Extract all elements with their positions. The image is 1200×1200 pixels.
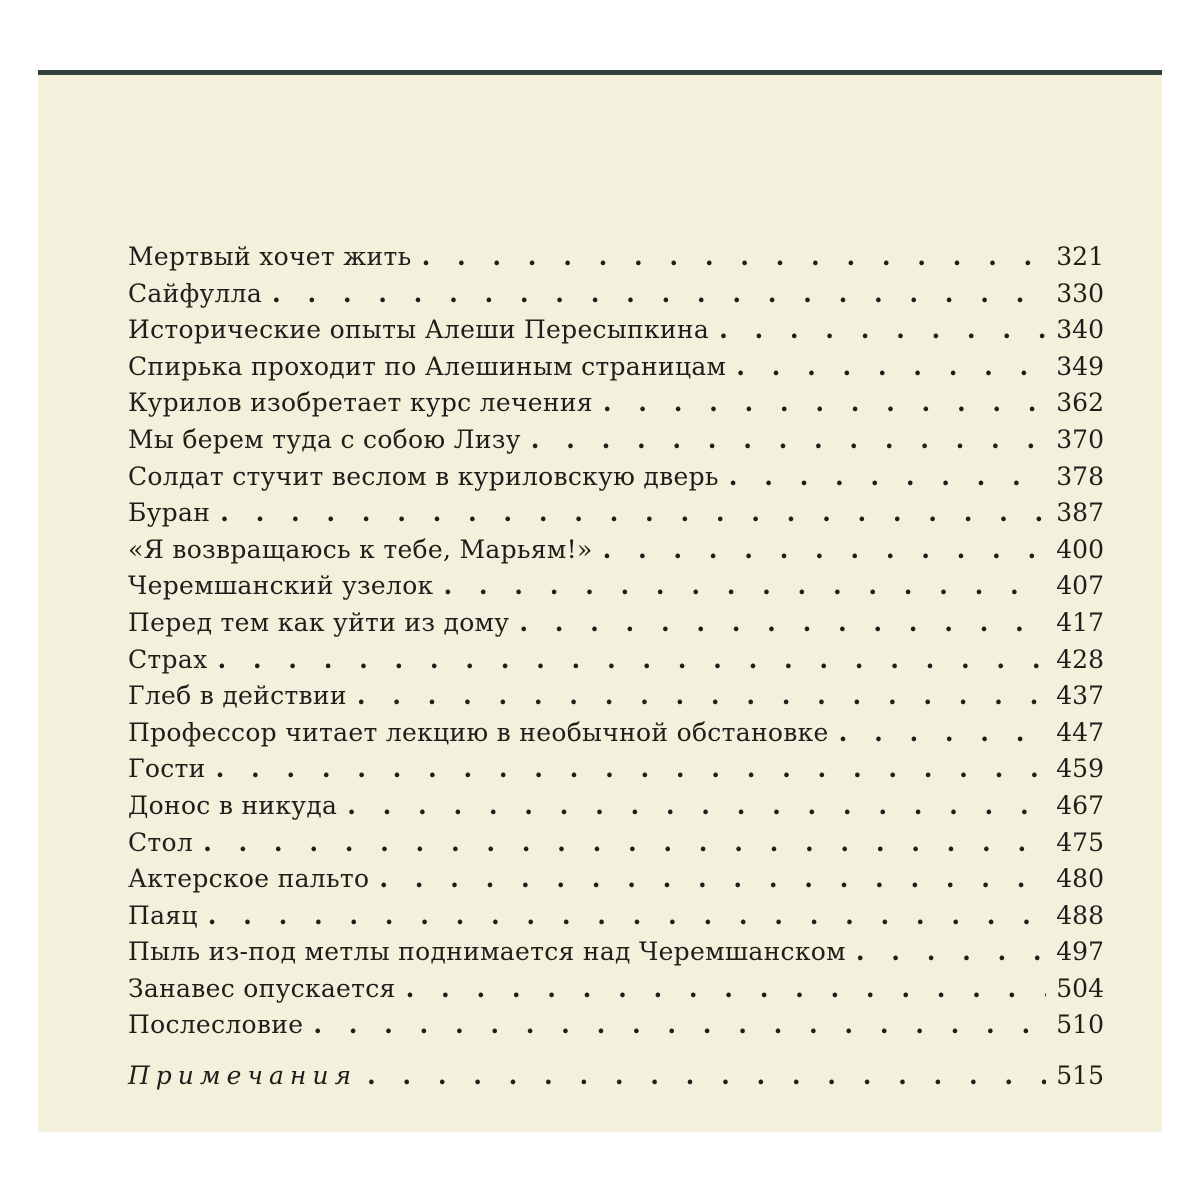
toc-entry [128, 898, 1104, 935]
toc-entry-title: Солдат стучит веслом в куриловскую дверь [128, 461, 719, 491]
toc-entry-title: Черемшанский узелок [128, 571, 434, 601]
toc-entry-title: Донос в никуда [128, 790, 338, 820]
toc-entry-page: 400 [1056, 534, 1104, 564]
toc-entry [128, 459, 1104, 496]
toc-entry-page: 362 [1056, 388, 1104, 418]
toc-entry [128, 1007, 1104, 1044]
toc-entry-page: 321 [1056, 242, 1104, 271]
toc-entry-page: 467 [1056, 790, 1104, 820]
dot-leader [729, 459, 1046, 496]
toc-entry [128, 825, 1104, 862]
toc-entry [128, 349, 1104, 386]
dot-leader [313, 1007, 1046, 1044]
toc-entry-title: Гости [128, 754, 206, 784]
toc-entry-page: 497 [1056, 937, 1104, 967]
toc-entry [128, 934, 1104, 971]
toc-entry-title: Примечания [128, 1061, 358, 1091]
toc-entry [128, 385, 1104, 422]
toc-entry [128, 312, 1104, 349]
toc-entry-page: 349 [1056, 351, 1104, 381]
dot-leader [217, 642, 1046, 679]
toc-entry-page: 488 [1056, 900, 1104, 930]
dot-leader [603, 532, 1046, 569]
toc-entry [128, 239, 1104, 276]
dot-leader [367, 1058, 1046, 1095]
toc-entry-title: Профессор читает лекцию в необычной обстановке [128, 717, 829, 747]
toc-entry-title: Мертвый хочет жить [128, 242, 412, 271]
toc-entry-page: 480 [1056, 864, 1104, 894]
toc-entry-page: 370 [1056, 424, 1104, 454]
toc-entry-page: 340 [1056, 315, 1104, 345]
toc-entry [128, 605, 1104, 642]
toc-entry [128, 568, 1104, 605]
toc-entry-page: 437 [1056, 681, 1104, 711]
toc-entry-title: Глеб в действии [128, 681, 347, 711]
toc-entry-title: Пыль из-под метлы поднимается над Черемшанском [128, 937, 846, 967]
toc-entry [128, 751, 1104, 788]
toc-entry-title: Страх [128, 644, 208, 674]
dot-leader [203, 825, 1046, 862]
toc-entry-title: Перед тем как уйти из дому [128, 607, 510, 637]
dot-leader [856, 934, 1046, 971]
toc-entry-title: Послесловие [128, 1010, 304, 1040]
table-of-contents [128, 239, 1104, 1095]
dot-leader [519, 605, 1046, 642]
toc-entry-title: «Я возвращаюсь к тебе, Марьям!» [128, 534, 593, 564]
toc-entry-page: 330 [1056, 278, 1104, 308]
toc-entry [128, 642, 1104, 679]
toc-entry-page: 428 [1056, 644, 1104, 674]
toc-entry-title: Спирька проходит по Алешиным страницам [128, 351, 727, 381]
toc-entry [128, 971, 1104, 1008]
toc-entry-page: 475 [1056, 827, 1104, 857]
toc-entry-page: 417 [1056, 607, 1104, 637]
toc-entry-page: 447 [1056, 717, 1104, 747]
dot-leader [220, 495, 1046, 532]
toc-entry-title: Стол [128, 827, 194, 857]
dot-leader [736, 349, 1046, 386]
toc-entry-page: 378 [1056, 461, 1104, 491]
toc-entry-page: 387 [1056, 498, 1104, 528]
dot-leader [357, 678, 1046, 715]
toc-entry-title: Курилов изобретает курс лечения [128, 388, 593, 418]
dot-leader [347, 788, 1046, 825]
book-page [38, 70, 1162, 1132]
dot-leader [531, 422, 1046, 459]
toc-entry-title: Мы берем туда с собою Лизу [128, 424, 521, 454]
toc-entry [128, 532, 1104, 569]
dot-leader [272, 276, 1046, 313]
toc-entry-title: Исторические опыты Алеши Пересыпкина [128, 315, 710, 345]
toc-entry-title: Занавес опускается [128, 973, 396, 1003]
toc-entry [128, 678, 1104, 715]
toc-entry [128, 276, 1104, 313]
toc-entry-title: Сайфулла [128, 278, 263, 308]
dot-leader [839, 715, 1046, 752]
toc-entry-notes [128, 1058, 1104, 1095]
toc-entry-page: 510 [1056, 1010, 1104, 1040]
toc-entry [128, 495, 1104, 532]
toc-entry-page: 407 [1056, 571, 1104, 601]
toc-entry-page: 515 [1056, 1061, 1104, 1091]
toc-entry-title: Буран [128, 498, 211, 528]
toc-entry [128, 422, 1104, 459]
dot-leader [443, 568, 1046, 605]
dot-leader [422, 239, 1046, 276]
dot-leader [719, 312, 1046, 349]
toc-entry-title: Паяц [128, 900, 198, 930]
toc-entry [128, 715, 1104, 752]
toc-entry-page: 504 [1056, 973, 1104, 1003]
toc-entry [128, 861, 1104, 898]
dot-leader [216, 751, 1046, 788]
dot-leader [379, 861, 1046, 898]
toc-entry [128, 788, 1104, 825]
toc-entry-page: 459 [1056, 754, 1104, 784]
dot-leader [603, 385, 1046, 422]
dot-leader [208, 898, 1046, 935]
dot-leader [406, 971, 1046, 1008]
toc-entry-title: Актерское пальто [128, 864, 370, 894]
